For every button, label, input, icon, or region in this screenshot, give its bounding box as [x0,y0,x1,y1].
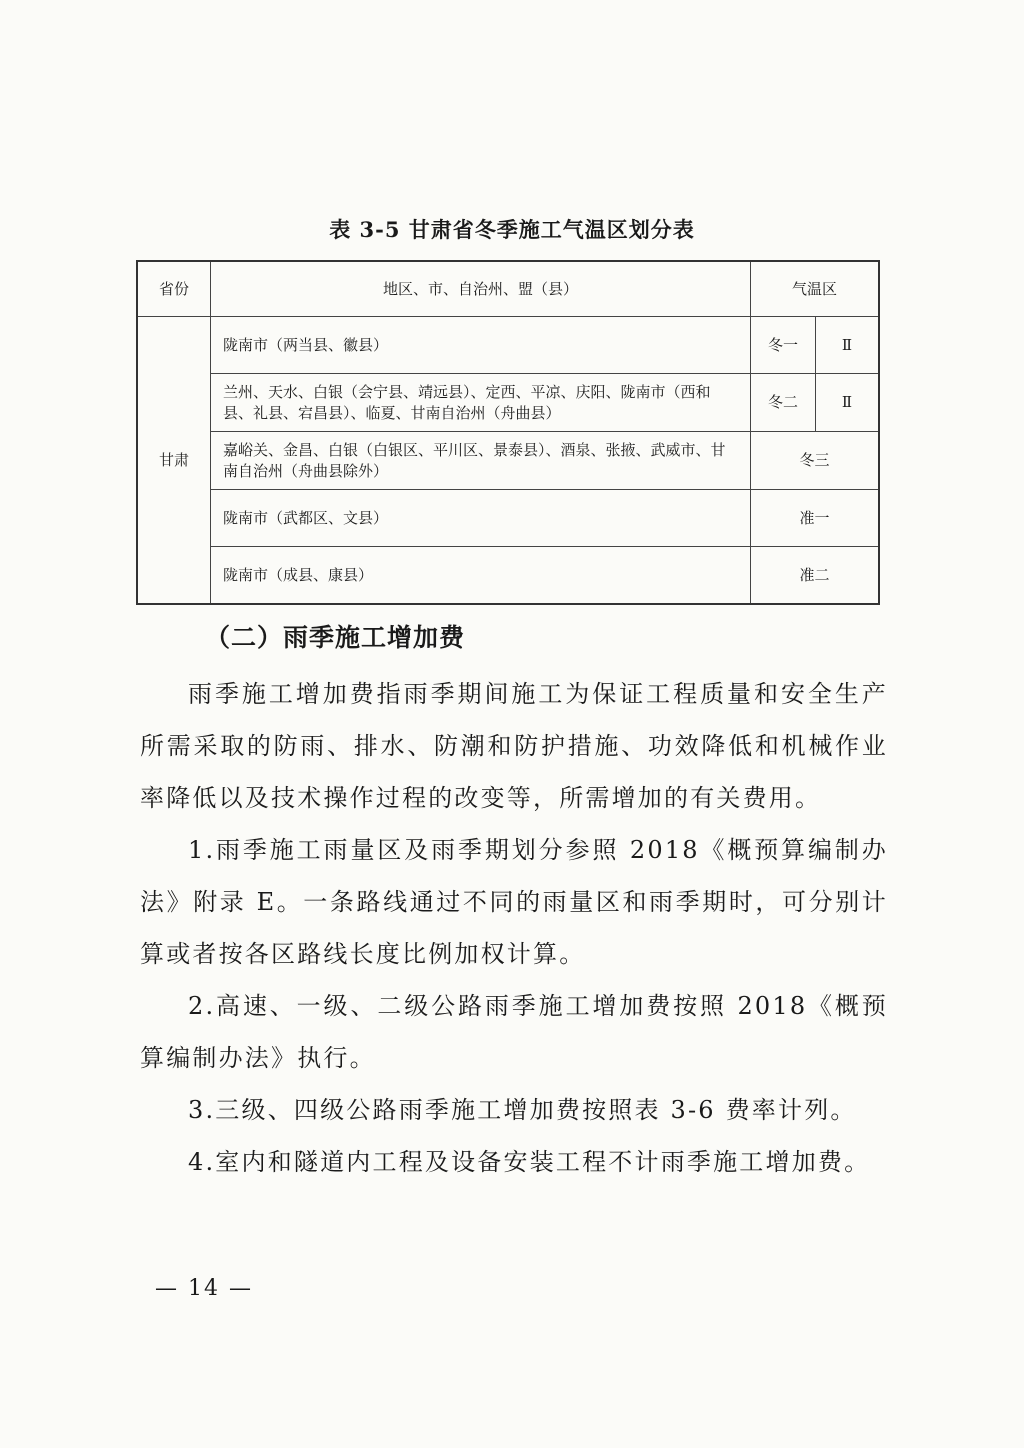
zone-cell: 冬二 [751,374,816,432]
region-cell: 兰州、天水、白银（会宁县、靖远县）、定西、平凉、庆阳、陇南市（西和县、礼县、宕昌县）、临夏、甘南自治州（舟曲县） [211,374,751,432]
region-cell: 陇南市（两当县、徽县） [211,317,751,374]
paragraph-item-1: 1.雨季施工雨量区及雨季期划分参照 2018《概预算编制办法》附录 E。一条路线通过不同的雨量区和雨季期时，可分别计算或者按各区路线长度比例加权计算。 [140,836,888,968]
table-row [137,547,879,605]
zone-cell: 冬三 [751,432,880,490]
page-number: — 14 — [155,1276,253,1301]
table-row [137,490,879,547]
header-province: 省份 [137,261,211,317]
paragraph-item-3: 3.三级、四级公路雨季施工增加费按照表 3-6 费率计列。 [188,1096,857,1124]
table-title: 表 3-5 甘肃省冬季施工气温区划分表 [329,217,695,242]
zone-cell: 冬一 [751,317,816,374]
region-cell: 陇南市（成县、康县） [211,547,751,605]
region-cell: 陇南市（武都区、文县） [211,490,751,547]
subzone-cell: Ⅱ [816,317,880,374]
province-cell: 甘肃 [137,317,211,605]
zone-cell: 准二 [751,547,880,605]
section-heading: （二）雨季施工增加费 [205,623,466,652]
table-header-row [137,261,879,317]
body-text [140,668,888,1188]
header-region: 地区、市、自治州、盟（县） [211,261,751,317]
subzone-cell: Ⅱ [816,374,880,432]
climate-zone-table [136,260,880,605]
paragraph-item-4: 4.室内和隧道内工程及设备安装工程不计雨季施工增加费。 [188,1148,871,1176]
header-zone: 气温区 [751,261,880,317]
zone-cell: 准一 [751,490,880,547]
table-row [137,317,879,374]
table-row [137,432,879,490]
paragraph-item-2: 2.高速、一级、二级公路雨季施工增加费按照 2018《概预算编制办法》执行。 [140,992,888,1072]
region-cell: 嘉峪关、金昌、白银（白银区、平川区、景泰县）、酒泉、张掖、武威市、甘南自治州（舟曲县除外） [211,432,751,490]
table-row [137,374,879,432]
paragraph-intro: 雨季施工增加费指雨季期间施工为保证工程质量和安全生产所需采取的防雨、排水、防潮和防护措施、功效降低和机械作业率降低以及技术操作过程的改变等，所需增加的有关费用。 [140,680,888,812]
